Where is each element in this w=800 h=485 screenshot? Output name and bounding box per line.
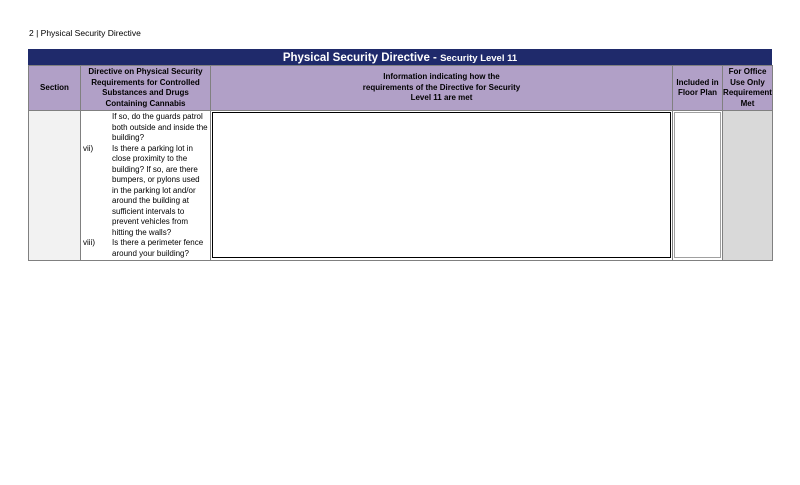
section-cell bbox=[29, 111, 81, 261]
directive-item-number bbox=[83, 112, 112, 144]
table-title-main: Physical Security Directive - bbox=[282, 52, 441, 64]
directive-item bbox=[83, 112, 208, 144]
header-office-use: For Office Use Only Requirement Met bbox=[723, 66, 773, 111]
header-row bbox=[29, 66, 773, 111]
table-title-sub: Security Level 11 bbox=[440, 53, 518, 64]
floor-plan-field[interactable] bbox=[674, 112, 721, 258]
table-row bbox=[29, 111, 773, 261]
directive-item bbox=[83, 144, 208, 239]
page-header: 2 | Physical Security Directive bbox=[29, 28, 141, 38]
directive-item-number: vii) bbox=[83, 143, 94, 153]
header-directive: Directive on Physical Security Requirements for Controlled Substances and Drugs Containing Cannabis bbox=[81, 66, 211, 111]
info-cell bbox=[211, 111, 673, 261]
floor-plan-cell bbox=[673, 111, 723, 261]
directive-cell bbox=[81, 111, 211, 261]
directive-item-number: viii) bbox=[83, 238, 95, 247]
header-floor-plan: Included in Floor Plan bbox=[673, 66, 723, 111]
directive-item bbox=[83, 238, 208, 259]
info-input-field[interactable] bbox=[212, 112, 671, 258]
directive-item-text: If so, do the guards patrol both outside and inside the building? bbox=[112, 112, 208, 142]
directive-table bbox=[28, 65, 773, 261]
header-section: Section bbox=[29, 66, 81, 111]
directive-item-text: Is there a parking lot in close proximity to the building? If so, are there bumpers, or pylons used in the parking lot and/or around the building at sufficient intervals to prevent vehicles from hitting the walls? bbox=[112, 143, 200, 237]
directive-item-text: Is there a perimeter fence around your building? bbox=[112, 238, 204, 258]
table-title bbox=[28, 49, 772, 65]
header-info: Information indicating how the requirements of the Directive for Security Level 11 are met bbox=[211, 66, 673, 111]
security-table bbox=[28, 49, 772, 261]
office-use-cell bbox=[723, 111, 773, 261]
